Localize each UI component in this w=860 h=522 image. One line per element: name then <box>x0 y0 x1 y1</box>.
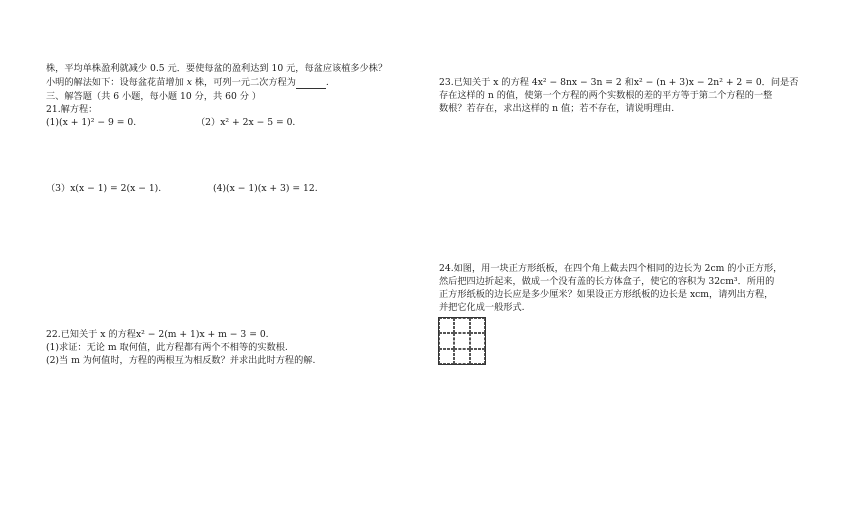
q21-part-2: （2）x² + 2x − 5 = 0. <box>196 117 296 128</box>
q22-line-3: (2)当 m 为何值时，方程的两根互为相反数？并求出此时方程的解. <box>46 355 316 366</box>
figure-corner-cell <box>439 349 454 364</box>
figure-corner-cell <box>439 318 454 333</box>
q21-part-1: (1)(x + 1)² − 9 = 0. <box>46 117 137 128</box>
figure-edge-cell <box>454 318 469 333</box>
figure-edge-cell <box>454 349 469 364</box>
q24-line-1: 24.如图，用一块正方形纸板，在四个角上截去四个相同的边长为 2cm 的小正方形， <box>439 263 783 274</box>
intro-line-2 <box>46 77 329 89</box>
figure-base-cell <box>454 333 469 348</box>
intro-line-2-prefix: 小明的解法如下：设每盆花苗增加 <box>46 77 187 88</box>
section-title: 三、解答题（共 6 小题，每小题 10 分，共 60 分 ） <box>46 91 262 102</box>
figure-edge-cell <box>470 333 485 348</box>
q24-line-2: 然后把四边折起来，做成一个没有盖的长方体盒子，使它的容积为 32cm³．所用的 <box>439 276 775 287</box>
figure-corner-cell <box>470 318 485 333</box>
figure-edge-cell <box>439 333 454 348</box>
q21-part-4: (4)(x − 1)(x + 3) = 12. <box>213 183 318 194</box>
intro-line-2-end: . <box>325 77 329 88</box>
q24-line-3: 正方形纸板的边长应是多少厘米？如果设正方形纸板的边长是 xcm，请列出方程， <box>439 289 774 300</box>
q22-line-2: (1)求证：无论 m 取何值，此方程都有两个不相等的实数根. <box>46 342 288 353</box>
intro-line-2-var: x <box>186 77 192 88</box>
intro-line-2-suffix: 株，可列一元二次方程为 <box>191 77 296 88</box>
q23-line-3: 数根？若存在，求出这样的 n 值；若不存在，请说明理由. <box>439 103 675 114</box>
q21-title: 21.解方程： <box>46 104 98 115</box>
q24-line-4: 并把它化成一般形式. <box>439 302 525 313</box>
figure-corner-cell <box>470 349 485 364</box>
q23-line-2: 存在这样的 n 的值，使第一个方程的两个实数根的差的平方等于第二个方程的一整 <box>439 90 773 101</box>
square-paper-figure <box>438 317 486 365</box>
intro-line-1: 株，平均单株盈利就减少 0.5 元．要使每盆的盈利达到 10 元，每盆应该植多少株？ <box>46 63 388 74</box>
q22-line-1: 22.已知关于 x 的方程x² − 2(m + 1)x + m − 3 = 0. <box>46 329 269 340</box>
q21-part-3: （3）x(x − 1) = 2(x − 1). <box>46 183 162 194</box>
answer-blank[interactable] <box>296 79 326 89</box>
q23-line-1: 23.已知关于 x 的方程 4x² − 8nx − 3n = 2 和x² − (n + 3)x − 2n² + 2 = 0．问是否 <box>439 77 799 88</box>
